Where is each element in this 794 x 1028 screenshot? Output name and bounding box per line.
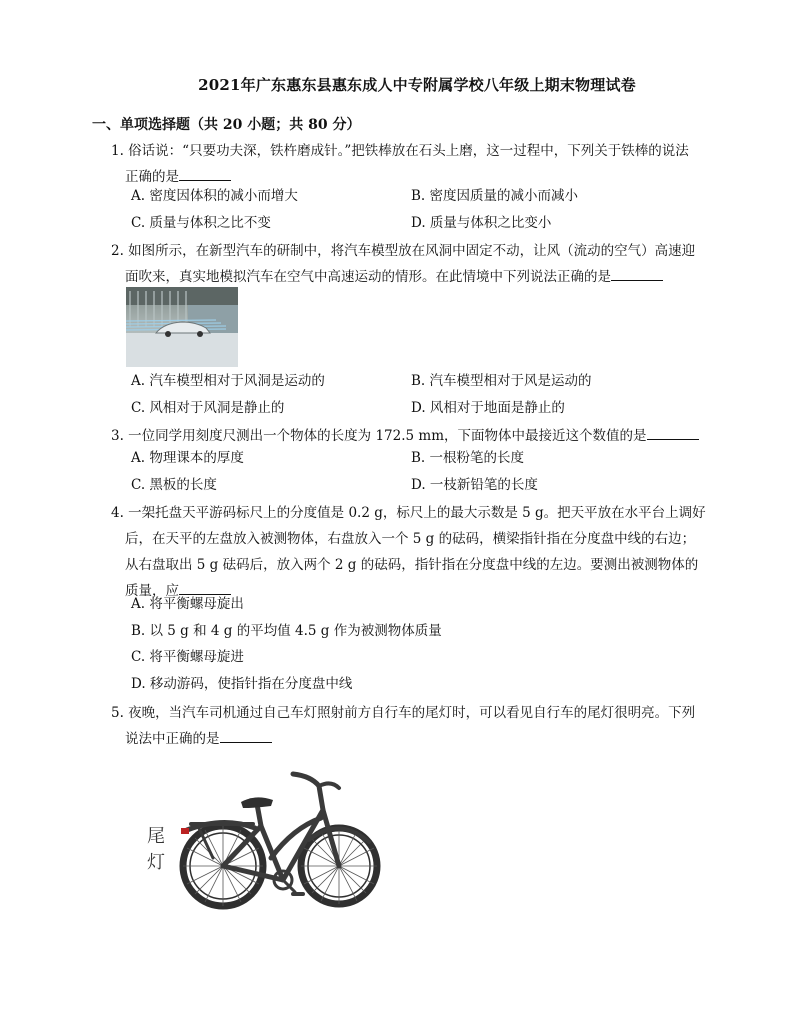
question-5 <box>111 700 707 752</box>
option-a: A. 密度因体积的减小而增大 <box>131 188 298 204</box>
question-5-stem-line2: 说法中正确的是 <box>111 726 707 752</box>
question-4-stem-line1: 4. 一架托盘天平游码标尺上的分度值是 0.2 g，标尺上的最大示数是 5 g。把天平放在水平台上调好 <box>111 505 706 521</box>
question-4-stem-line3: 从右盘取出 5 g 砝码后，放入两个 2 g 的砝码，指针指在分度盘中线的左边。要测出被测物体的 <box>125 557 699 573</box>
option-c: C. 将平衡螺母旋进 <box>131 649 244 665</box>
question-4-stem-line4: 质量，应 <box>111 578 707 604</box>
option-c: C. 质量与体积之比不变 <box>131 214 271 231</box>
tail-light-label-1: 尾 <box>147 826 165 847</box>
option-b: B. 汽车模型相对于风是运动的 <box>411 373 592 389</box>
page-title: 2021年广东惠东县惠东成人中专附属学校八年级上期末物理试卷 <box>198 76 636 94</box>
option-a: A. 将平衡螺母旋出 <box>131 596 244 612</box>
question-1-stem-line1: 1. 俗话说：“只要功夫深，铁杵磨成针。”把铁棒放在石头上磨，这一过程中，下列关于铁棒的说法 <box>111 143 689 159</box>
question-1-stem-line2: 正确的是 <box>111 164 707 190</box>
option-c: C. 风相对于风洞是静止的 <box>131 399 285 416</box>
option-c: C. 黑板的长度 <box>131 476 217 493</box>
answer-blank <box>220 728 272 743</box>
option-d: D. 风相对于地面是静止的 <box>411 399 565 416</box>
tail-light-icon <box>181 828 189 834</box>
question-2 <box>111 238 707 290</box>
answer-blank <box>179 166 231 181</box>
question-3-stem-line1: 3. 一位同学用刻度尺测出一个物体的长度为 172.5 mm，下面物体中最接近这个数值的是 <box>111 423 707 449</box>
option-d: D. 质量与体积之比变小 <box>411 214 552 231</box>
question-4 <box>111 500 707 604</box>
bicycle-illustration <box>143 768 383 918</box>
question-1-options <box>131 183 691 236</box>
question-4-options <box>131 591 691 697</box>
option-a: A. 汽车模型相对于风洞是运动的 <box>131 373 325 389</box>
option-b: B. 一根粉笔的长度 <box>411 450 525 466</box>
option-b: B. 以 5 g 和 4 g 的平均值 4.5 g 作为被测物体质量 <box>131 622 442 639</box>
question-4-stem-line2: 后，在天平的左盘放入被测物体，右盘放入一个 5 g 的砝码，横梁指针指在分度盘中线的右边； <box>125 531 696 547</box>
question-5-stem-line1: 5. 夜晚，当汽车司机通过自己车灯照射前方自行车的尾灯时，可以看见自行车的尾灯很明亮。下列 <box>111 705 696 721</box>
tail-light-label-2: 灯 <box>147 852 165 873</box>
answer-blank <box>611 266 663 281</box>
option-b: B. 密度因质量的减小而减小 <box>411 188 579 204</box>
question-2-stem-line2: 面吹来，真实地模拟汽车在空气中高速运动的情形。在此情境中下列说法正确的是 <box>111 264 707 290</box>
option-d: D. 一枝新铅笔的长度 <box>411 476 538 493</box>
section-heading: 一、单项选择题（共 20 小题；共 80 分） <box>92 117 361 133</box>
answer-blank <box>647 425 699 440</box>
question-2-options <box>131 368 691 421</box>
wind-tunnel-photo <box>126 287 238 367</box>
question-2-stem-line1: 2. 如图所示，在新型汽车的研制中，将汽车模型放在风洞中固定不动，让风（流动的空气）高速迎 <box>111 243 696 259</box>
option-a: A. 物理课本的厚度 <box>131 450 244 466</box>
question-3-options <box>131 445 691 498</box>
option-d: D. 移动游码，使指针指在分度盘中线 <box>131 675 353 692</box>
